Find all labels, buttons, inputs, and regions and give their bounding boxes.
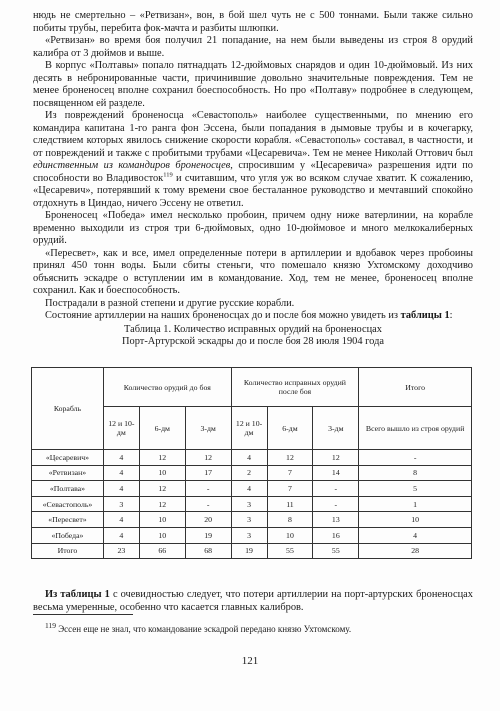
cell: 10 [139,465,185,481]
table-ref: Из таблицы 1 [45,589,110,600]
cell: 20 [185,512,231,528]
text-span: Состояние артиллерии на наших броненосцах до и после боя можно увидеть из [45,310,398,321]
cell: 3 [103,496,139,512]
cell: 12 [139,481,185,497]
table-row [32,465,472,481]
header-ship: Корабль [32,368,104,450]
cell: 10 [139,512,185,528]
cell: - [313,481,359,497]
footnote [33,620,473,635]
table-row [32,496,472,512]
cell-ship: «Победа» [32,527,104,543]
body-text [33,10,473,349]
cell: 4 [359,527,472,543]
subheader-12: 12 и 10- дм [231,407,267,450]
caption-line: Таблица 1. Количество исправных орудий на броненосцах [124,323,382,335]
header-before: Количество орудий до боя [103,368,231,407]
cell: 10 [267,527,313,543]
caption-line: Порт-Артурской эскадры до и после боя 28 июля 1904 года [122,336,384,347]
cell: 4 [103,512,139,528]
cell: 4 [103,527,139,543]
table-row [32,512,472,528]
cell: 23 [103,543,139,559]
paragraph [33,110,473,210]
cell-ship: «Ретвизан» [32,465,104,481]
subheader-3: 3-дм [185,407,231,450]
footnote-block [33,617,473,635]
footnote-divider [33,614,133,615]
paragraph [33,589,473,614]
cell-ship: «Севастополь» [32,496,104,512]
cell-ship: «Полтава» [32,481,104,497]
header-after: Количество исправных орудий после боя [231,368,359,407]
table-row-total [32,543,472,559]
table-row [32,450,472,466]
cell: 66 [139,543,185,559]
cell-ship: «Пересвет» [32,512,104,528]
subheader-3: 3-дм [313,407,359,450]
cell: 12 [313,450,359,466]
paragraph: В корпус «Полтавы» попало пятнадцать 12-дюймовых снарядов и один 10-дюймовый. Из них десять в небронированные части, причинившие довольно значительные повреждения. Тем не менее броненосец вполне сохранил боеспособность. Но про «Полтаву» подробнее в следующем, посвященном ей разделе. [33,60,473,109]
paragraph [33,310,473,323]
cell: 3 [231,512,267,528]
footnote-text: Эссен еще не знал, что командование эскадрой передано князю Ухтомскому. [55,624,352,634]
cell: 19 [185,527,231,543]
cell: 19 [231,543,267,559]
cell: 8 [359,465,472,481]
table-caption [33,324,473,349]
table-row [32,481,472,497]
page-number: 121 [241,655,259,667]
cell: 12 [139,450,185,466]
cell: 8 [267,512,313,528]
cell: 16 [313,527,359,543]
cell: 3 [231,496,267,512]
cell: 4 [231,450,267,466]
cell: 68 [185,543,231,559]
italic-phrase: единственным из командиров броненосцев [33,160,231,171]
cell-ship: Итого [32,543,104,559]
cell: 13 [313,512,359,528]
cell: 10 [359,512,472,528]
cell: 4 [231,481,267,497]
text-span: , спросившим у «Цесаревича» разрешения идти по способности во Владивосток [33,160,473,184]
after-text [33,589,473,614]
text-span: и считавшим, что угля уж во всяком случае хватит. К сожалению, «Цесаревич», потерявший к тому времени свое бесталанное руководство и мечтавший спокойно отдохнуть в Циндао, ничего Эссену не ответил. [33,172,473,209]
footnote-ref: 119 [163,171,173,179]
cell: - [185,496,231,512]
cell: 4 [103,450,139,466]
cell: 55 [313,543,359,559]
cell: 14 [313,465,359,481]
text-span: Из повреждений броненосца «Севастополь» наиболее существенными, по мнению его командира капитана 1-го ранга фон Эссена, были попадания в дымовые трубы и в кочегарку, следствием которых явилось снижение скорости корабля. «Севастополь» составал, в частности, и от повреждений и также с пробитыми трубами «Цесаревича». Тем не менее Николай Оттович был [33,110,473,159]
cell: 11 [267,496,313,512]
cell: 3 [231,527,267,543]
cell: - [313,496,359,512]
cell: 4 [103,481,139,497]
subheader-12: 12 и 10- дм [103,407,139,450]
cell: 5 [359,481,472,497]
subheader-6: 6-дм [267,407,313,450]
cell: - [185,481,231,497]
paragraph: «Ретвизан» во время боя получил 21 попадание, на нем были выведены из строя 8 орудий калибра от 3 дюймов и выше. [33,35,473,59]
footnote-number: 119 [45,621,56,630]
paragraph: Пострадали в разной степени и другие русские корабли. [45,297,295,309]
cell: 7 [267,465,313,481]
paragraph: Броненосец «Победа» имел несколько пробоин, причем одну ниже ватерлинии, на корабле временно выходили из строя три 6-дюймовых, одно 10-дюймовое и много мелкокалиберных орудий. [33,210,473,246]
header-total: Итого [359,368,472,407]
subheader-out: Всего вышло из строя орудий [359,407,472,450]
paragraph: «Пересвет», как и все, имел определенные потери в артиллерии и вдобавок через пробоины принял 450 тонн воды. Были сбиты стеньги, что помешало князю Ухтомскому доходчиво объяснить эскадре о вступлении им в командование. Ход, тем не менее, броненосец вполне сохранил. Как и боеспособность. [33,247,473,296]
cell: 2 [231,465,267,481]
text-span: с очевидностью следует, что потери артиллерии на порт-артурских броненосцах весьма умеренные, особенно что касается главных калибров. [33,589,473,613]
artillery-table [31,367,472,559]
cell: 4 [103,465,139,481]
cell: 1 [359,496,472,512]
cell: 55 [267,543,313,559]
cell: 12 [185,450,231,466]
cell: 28 [359,543,472,559]
cell: 7 [267,481,313,497]
text-span: : [449,310,453,321]
cell: 12 [267,450,313,466]
paragraph: нюдь не смертельно – «Ретвизан», вон, в бой шел чуть не с 500 тоннами. Были также сильно побиты трубы, перебита фок-мачта и разбиты шлюпки. [33,10,473,34]
subheader-6: 6-дм [139,407,185,450]
cell: 10 [139,527,185,543]
cell: - [359,450,472,466]
table-row [32,527,472,543]
cell: 17 [185,465,231,481]
cell: 12 [139,496,185,512]
table-ref: таблицы 1 [400,310,450,321]
cell-ship: «Цесаревич» [32,450,104,466]
